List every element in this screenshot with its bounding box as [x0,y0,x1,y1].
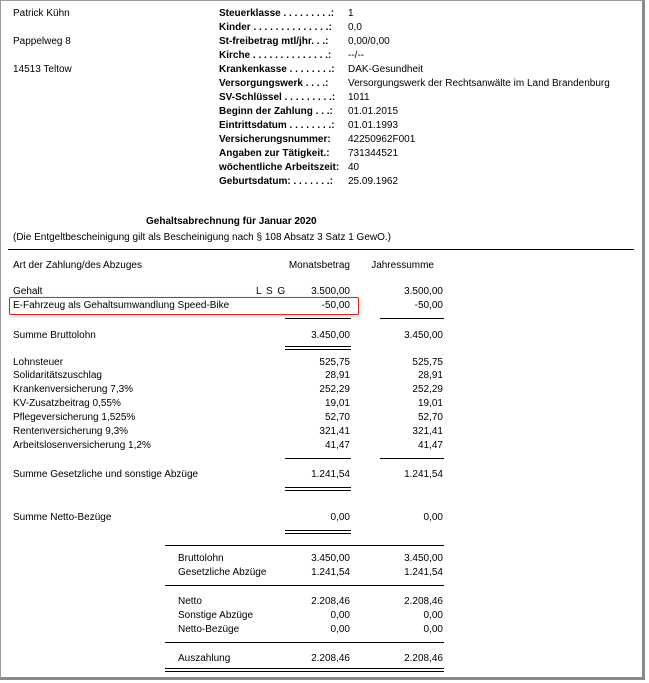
gehalt-monthly: 3.500,00 [311,286,350,297]
summe-abzuege-yearly: 1.241,54 [404,469,443,480]
page-title: Gehaltsabrechnung für Januar 2020 [146,216,317,227]
info-label: Angaben zur Tätigkeit.: [219,148,330,159]
deduction-monthly: 19,01 [324,398,350,409]
deduction-monthly: 41,47 [324,440,350,451]
efahrzeug-monthly: -50,00 [321,300,350,311]
summary-monthly: 3.450,00 [311,553,350,564]
deduction-yearly: 252,29 [412,384,443,395]
info-label: Versorgungswerk . . . .: [219,78,329,89]
info-value: 42250962F001 [348,134,416,145]
deduction-label: Lohnsteuer [13,357,64,368]
summe-netto-label: Summe Netto-Bezüge [13,512,112,523]
info-value: DAK-Gesundheit [348,64,424,75]
deduction-yearly: 41,47 [417,440,443,451]
summary-yearly: 3.450,00 [404,553,443,564]
page-subtitle: (Die Entgeltbescheinigung gilt als Bescheinigung nach § 108 Absatz 3 Satz 1 GewO.) [13,232,392,243]
info-label: St-freibetrag mtl/jhr. . .: [219,36,329,47]
efahrzeug-label: E-Fahrzeug als Gehaltsumwandlung Speed-Bike [13,300,230,311]
summary-divider [165,545,444,546]
summe-netto-yearly: 0,00 [423,512,443,523]
deduction-monthly: 525,75 [319,357,350,368]
info-value: 01.01.2015 [348,106,399,117]
summary-label: Netto [178,596,202,607]
info-value: 01.01.1993 [348,120,399,131]
column-header-yearly: Jahressumme [371,260,434,271]
summary-divider [165,642,444,643]
summary-monthly: 2.208,46 [311,596,350,607]
summe-netto-monthly: 0,00 [330,512,350,523]
deduction-label: Krankenversicherung 7,3% [13,384,134,395]
info-value: 40 [348,162,360,173]
info-label: wöchentliche Arbeitszeit: [219,162,340,173]
summe-brutto-monthly: 3.450,00 [311,330,350,341]
double-line [285,530,351,531]
deduction-monthly: 52,70 [324,412,350,423]
deduction-yearly: 321,41 [412,426,443,437]
deduction-label: Rentenversicherung 9,3% [13,426,129,437]
summary-divider [165,585,444,586]
title-divider [8,249,634,250]
info-value: Versorgungswerk der Rechtsanwälte im Land Brandenburg [348,78,610,89]
double-line [285,349,351,350]
info-value: 1011 [348,92,370,103]
auszahlung-label: Auszahlung [178,653,231,664]
deduction-yearly: 19,01 [417,398,443,409]
double-line [165,671,444,672]
double-line [285,346,351,347]
info-label: SV-Schlüssel . . . . . . . . .: [219,92,336,103]
summe-abzuege-label: Summe Gesetzliche und sonstige Abzüge [13,469,199,480]
double-line [165,668,444,669]
summary-yearly: 0,00 [423,610,443,621]
summary-label: Gesetzliche Abzüge [178,567,267,578]
deduction-yearly: 52,70 [417,412,443,423]
summary-label: Bruttolohn [178,553,224,564]
summary-yearly: 1.241,54 [404,567,443,578]
summe-brutto-label: Summe Bruttolohn [13,330,96,341]
summary-monthly: 0,00 [330,624,350,635]
info-label: Beginn der Zahlung . . .: [219,106,333,117]
info-value: 731344521 [348,148,399,159]
summary-yearly: 0,00 [423,624,443,635]
column-header-monthly: Monatsbetrag [288,260,350,271]
gehalt-flags: L S G [256,286,287,297]
info-value: --/-- [348,50,365,61]
column-header-type: Art der Zahlung/des Abzuges [13,260,142,271]
summary-monthly: 0,00 [330,610,350,621]
info-label: Versicherungsnummer: [219,134,331,145]
recipient-city: 14513 Teltow [13,64,72,75]
info-label: Krankenkasse . . . . . . . .: [219,64,335,75]
deduction-monthly: 321,41 [319,426,350,437]
efahrzeug-yearly: -50,00 [414,300,443,311]
summary-label: Netto-Bezüge [178,624,240,635]
info-value: 25.09.1962 [348,176,399,187]
recipient-name: Patrick Kühn [13,8,70,19]
summe-abzuege-monthly: 1.241,54 [311,469,350,480]
sum-line [380,458,444,459]
double-line [285,490,351,491]
gehalt-label: Gehalt [13,286,43,297]
info-label: Eintrittsdatum . . . . . . . .: [219,120,335,131]
info-value: 1 [348,8,354,19]
deduction-label: Pflegeversicherung 1,525% [13,412,136,423]
deduction-yearly: 525,75 [412,357,443,368]
double-line [285,533,351,534]
recipient-street: Pappelweg 8 [13,36,71,47]
deduction-label: Solidaritätszuschlag [13,370,102,381]
info-value: 0,0 [348,22,362,33]
sum-line [285,318,351,319]
summary-label: Sonstige Abzüge [178,610,254,621]
info-label: Kirche . . . . . . . . . . . . . .: [219,50,332,61]
sum-line [285,458,351,459]
deduction-monthly: 28,91 [324,370,350,381]
auszahlung-yearly: 2.208,46 [404,653,443,664]
deduction-label: Arbeitslosenversicherung 1,2% [13,440,151,451]
info-value: 0,00/0,00 [348,36,390,47]
summe-brutto-yearly: 3.450,00 [404,330,443,341]
summary-monthly: 1.241,54 [311,567,350,578]
deduction-yearly: 28,91 [417,370,443,381]
auszahlung-monthly: 2.208,46 [311,653,350,664]
gehalt-yearly: 3.500,00 [404,286,443,297]
info-label: Geburtsdatum: . . . . . . .: [219,176,333,187]
deduction-monthly: 252,29 [319,384,350,395]
deduction-label: KV-Zusatzbeitrag 0,55% [13,398,121,409]
double-line [285,487,351,488]
info-label: Kinder . . . . . . . . . . . . . .: [219,22,332,33]
sum-line [380,318,444,319]
summary-yearly: 2.208,46 [404,596,443,607]
info-label: Steuerklasse . . . . . . . . .: [219,8,335,19]
